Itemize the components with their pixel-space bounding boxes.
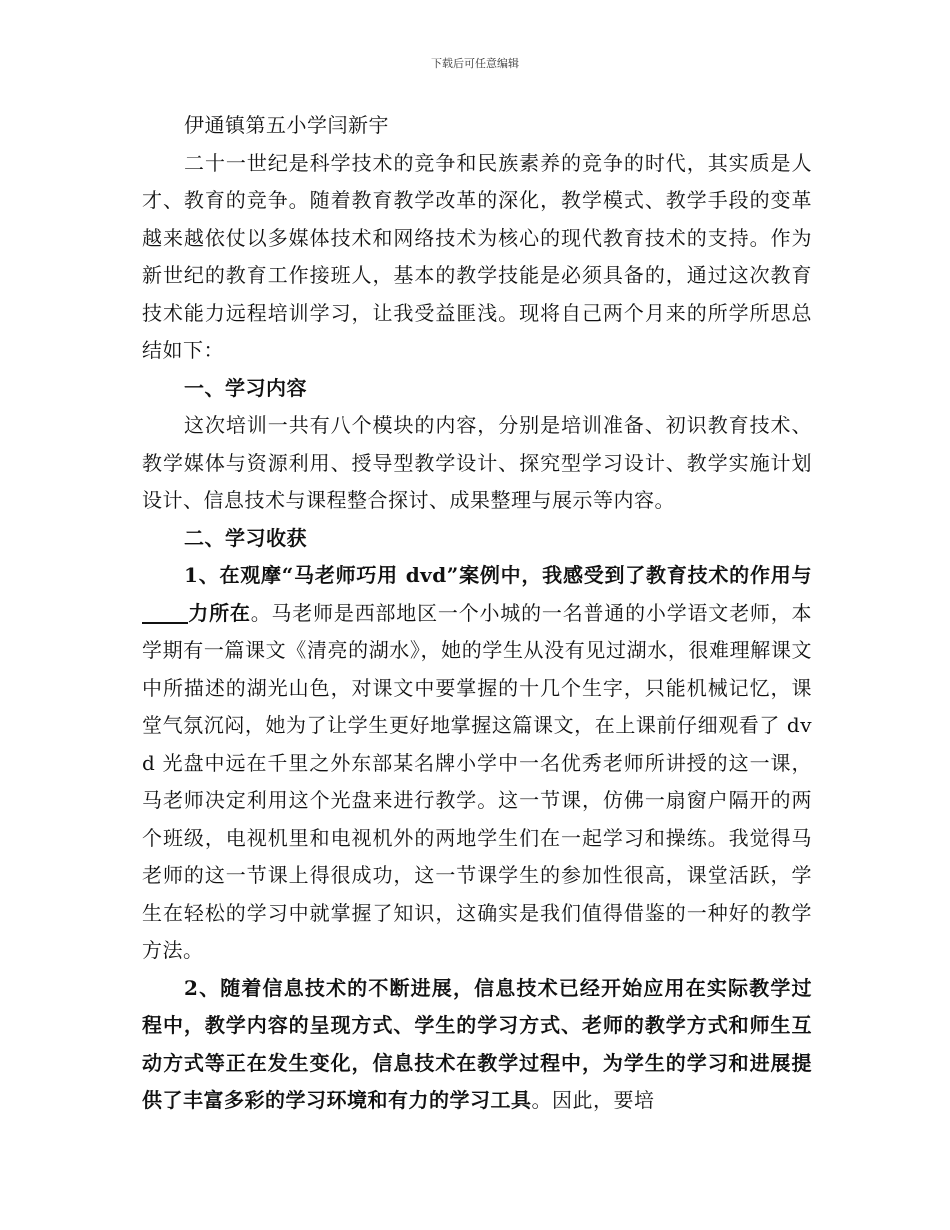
page-header: 下载后可任意编辑: [431, 57, 519, 70]
section-heading-2: 二、学习收获: [184, 525, 307, 550]
item-1-paragraph: [142, 557, 812, 970]
section-heading-1: 一、学习内容: [184, 375, 307, 400]
author-line: 伊通镇第五小学闫新宇: [184, 113, 389, 137]
document-body: [142, 107, 812, 1120]
item-1-body: 。马老师是西部地区一个小城的一名普通的小学语文老师，本学期有一篇课文《清亮的湖水》，她的学生从没有见过湖水，很难理解课文中所描述的湖光山色，对课文中要掌握的十几个生字，只能机械记忆，课堂气氛沉闷，她为了让学生更好地掌握这篇课文，在上课前仔细观看了 dvd 光盘中远在千里之外东部某名牌小学中一名优秀老师所讲授的这一课，马老师决定利用这个光盘来进行教学。这一节课，仿佛一扇窗户隔开的两个班级，电视机里和电视机外的两地学生们在一起学习和操练。我觉得马老师的这一节课上得很成功，这一节课学生的参加性很高，课堂活跃，学生在轻松的学习中就掌握了知识，这确实是我们值得借鉴的一种好的教学方法。: [142, 600, 813, 962]
intro-paragraph: 二十一世纪是科学技术的竞争和民族素养的竞争的时代，其实质是人才、教育的竞争。随着教育教学改革的深化，教学模式、教学手段的变革越来越依仗以多媒体技术和网络技术为核心的现代教育技术的支持。作为新世纪的教育工作接班人，基本的教学技能是必须具备的，通过这次教育技术能力远程培训学习，让我受益匪浅。现将自己两个月来的所学所思总结如下：: [142, 150, 812, 362]
section-content-1: 这次培训一共有八个模块的内容，分别是培训准备、初识教育技术、教学媒体与资源利用、授导型教学设计、探究型学习设计、教学实施计划设计、信息技术与课程整合探讨、成果整理与展示等内容。: [142, 413, 812, 512]
item-2-body: 。因此，要培: [531, 1088, 655, 1112]
item-1-lead-end: 力所在: [188, 600, 251, 625]
underline-blank: [142, 602, 188, 624]
item-2-paragraph: [142, 970, 812, 1120]
item-1-lead: 1、在观摩“马老师巧用 dvd”案例中，我感受到了教育技术的作用与: [184, 563, 812, 587]
item-2-lead: 2、随着信息技术的不断进展，信息技术已经开始应用在实际教学过程中，教学内容的呈现方式、学生的学习方式、老师的教学方式和师生互动方式等正在发生变化，信息技术在教学过程中，为学生的学习和进展提供了丰富多彩的学习环境和有力的学习工具: [142, 975, 812, 1112]
